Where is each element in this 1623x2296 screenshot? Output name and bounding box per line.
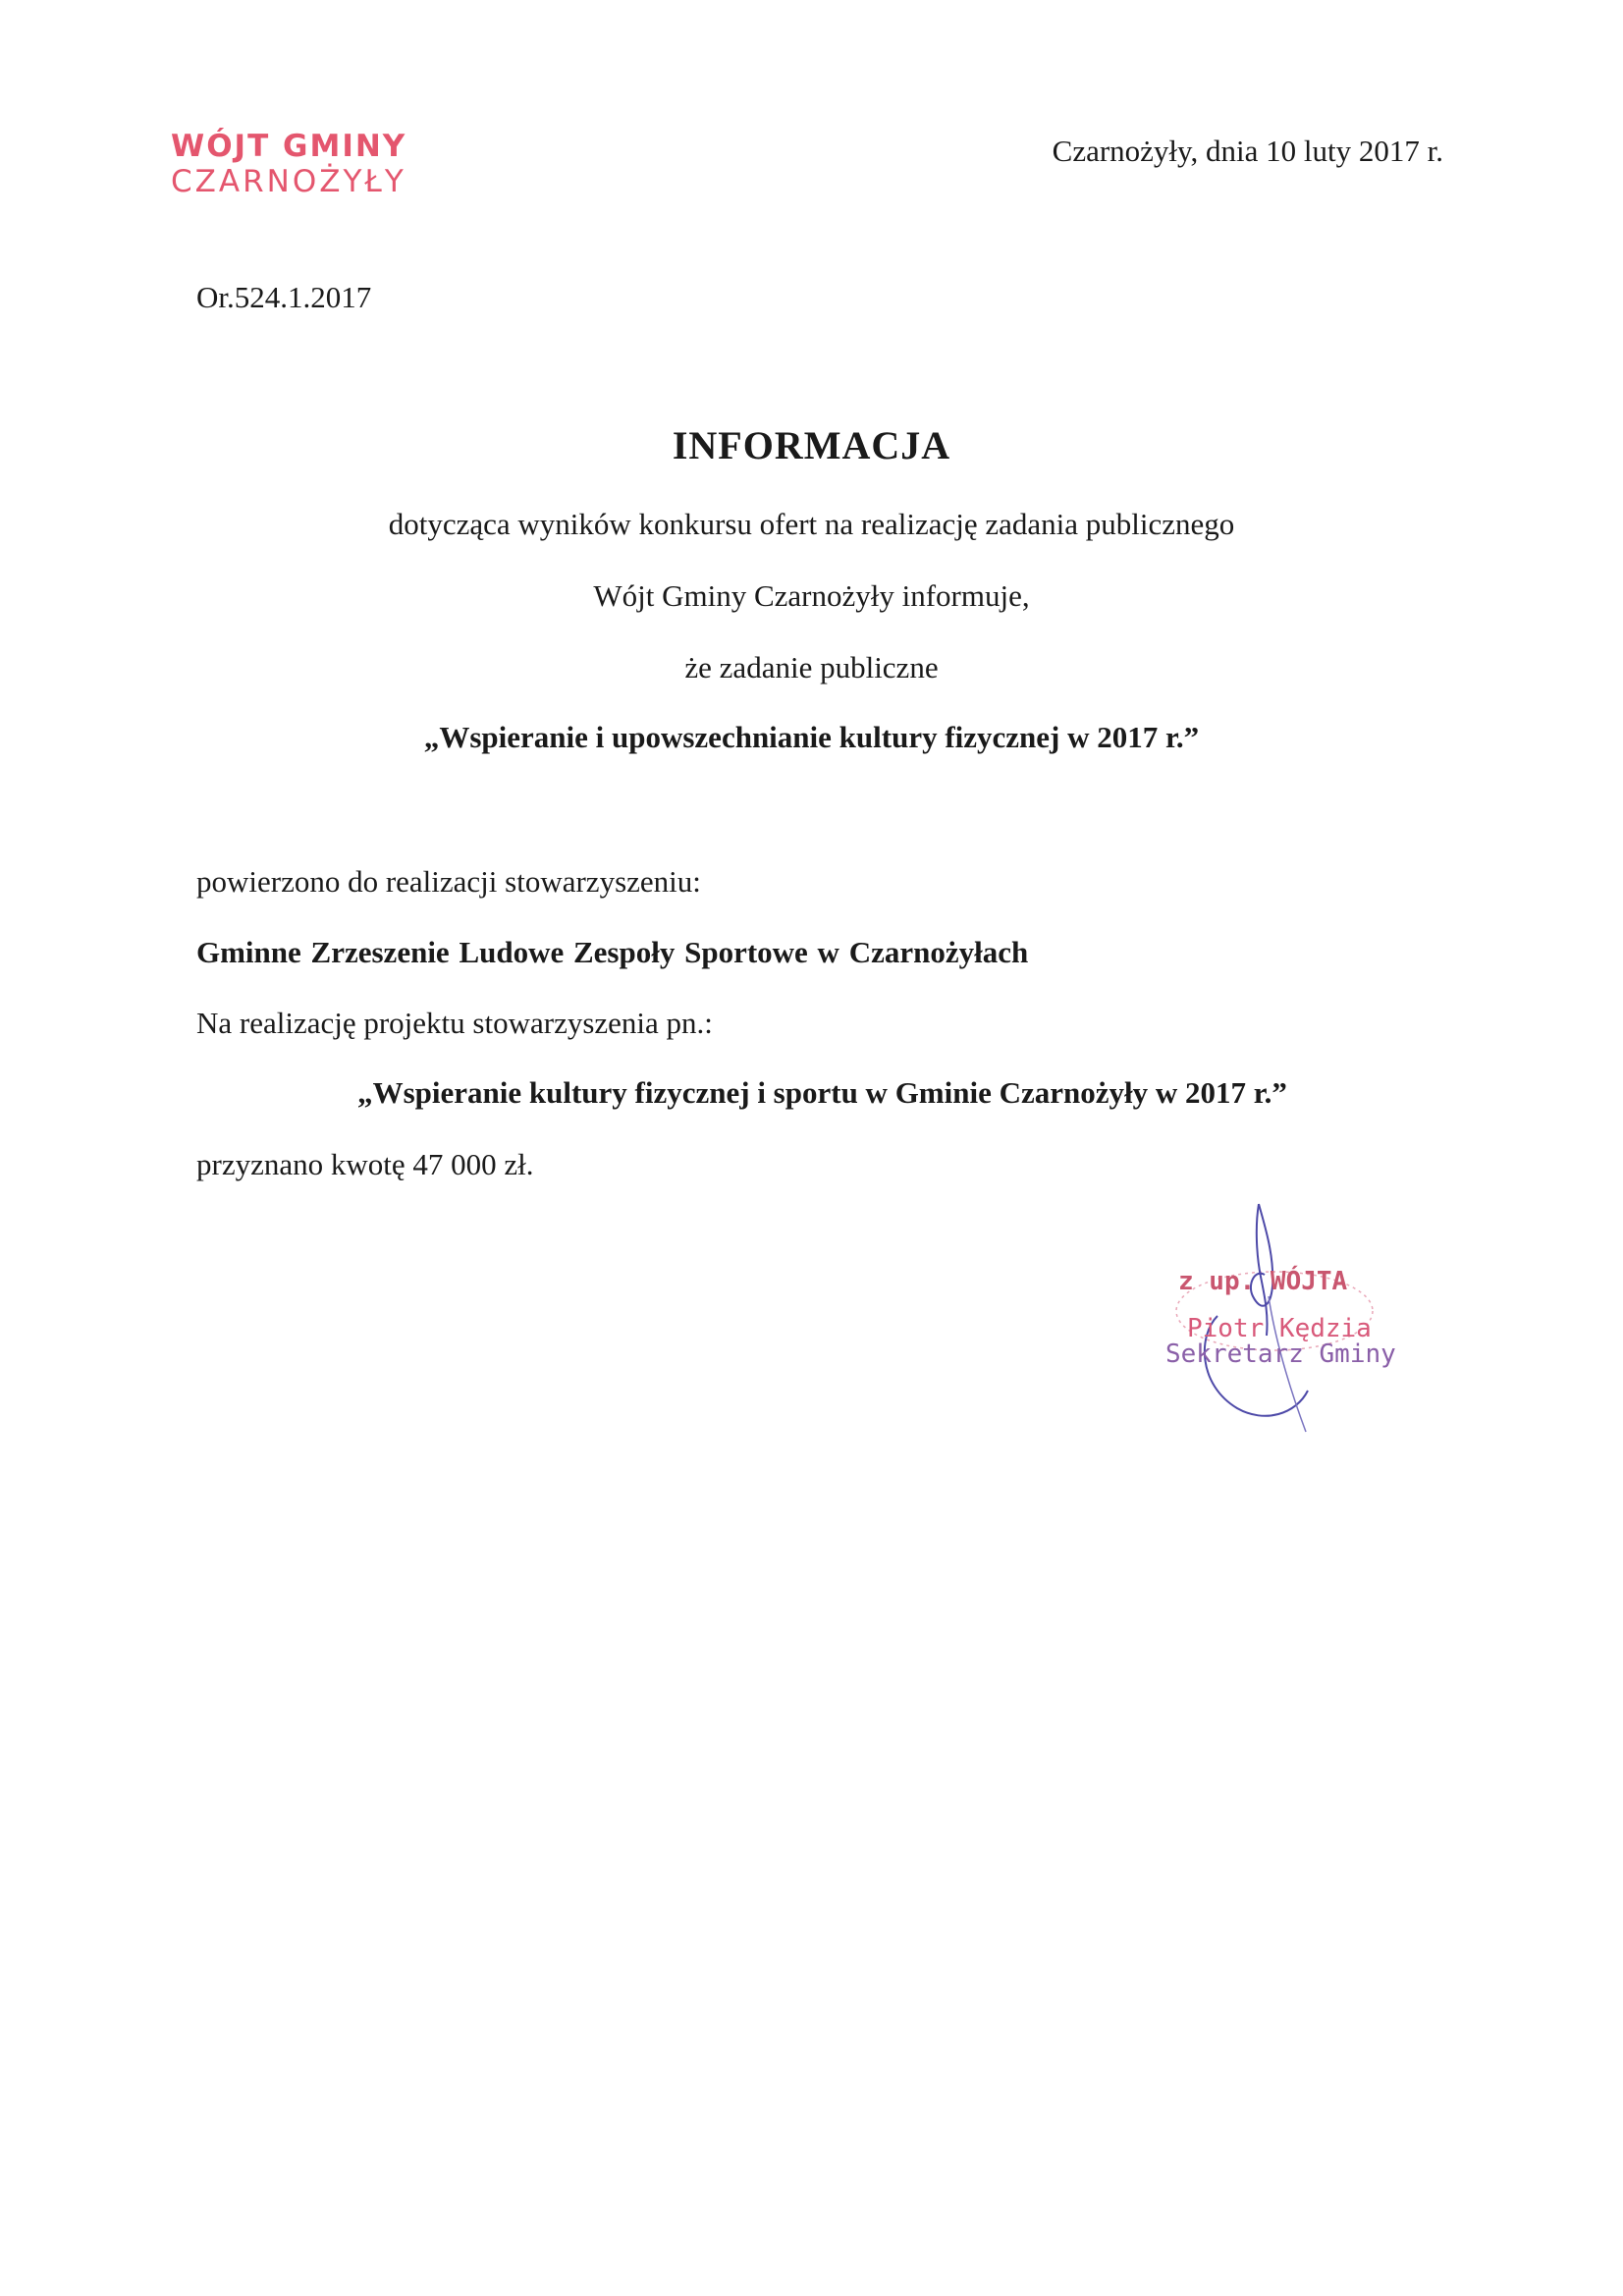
stamp-line-municipality: CZARNOŻYŁY (171, 164, 406, 200)
header-stamp (171, 130, 406, 198)
task-intro: że zadanie publiczne (684, 650, 939, 684)
project-name: „Wspieranie kultury fizycznej i sportu w Gminie Czarnożyły w 2017 r.” (357, 1075, 1287, 1110)
awarded-amount: przyznano kwotę 47 000 zł. (196, 1147, 534, 1181)
announcement-line: Wójt Gminy Czarnożyły informuje, (593, 578, 1030, 613)
document-title: INFORMACJA (672, 423, 951, 467)
reference-number: Or.524.1.2017 (196, 280, 372, 314)
association-name: Gminne Zrzeszenie Ludowe Zespoły Sportowe w Czarnożyłach (196, 935, 1029, 969)
signature-line-authority: z up. WÓJTA (1178, 1267, 1348, 1296)
signature-stamp (1159, 1198, 1394, 1434)
task-name: „Wspieranie i upowszechnianie kultury fizycznej w 2017 r.” (423, 720, 1200, 754)
stamp-line-office: WÓJT GMINY (171, 129, 407, 164)
signature-line-name: Piotr Kędzia (1187, 1314, 1372, 1343)
place-date: Czarnożyły, dnia 10 luty 2017 r. (1052, 134, 1443, 168)
project-intro: Na realizację projektu stowarzyszenia pn.: (196, 1006, 713, 1040)
signature-line-position: Sekretarz Gminy (1165, 1339, 1396, 1369)
document-subtitle: dotycząca wyników konkursu ofert na realizację zadania publicznego (388, 507, 1235, 541)
entrusted-line: powierzono do realizacji stowarzyszeniu: (196, 864, 701, 899)
